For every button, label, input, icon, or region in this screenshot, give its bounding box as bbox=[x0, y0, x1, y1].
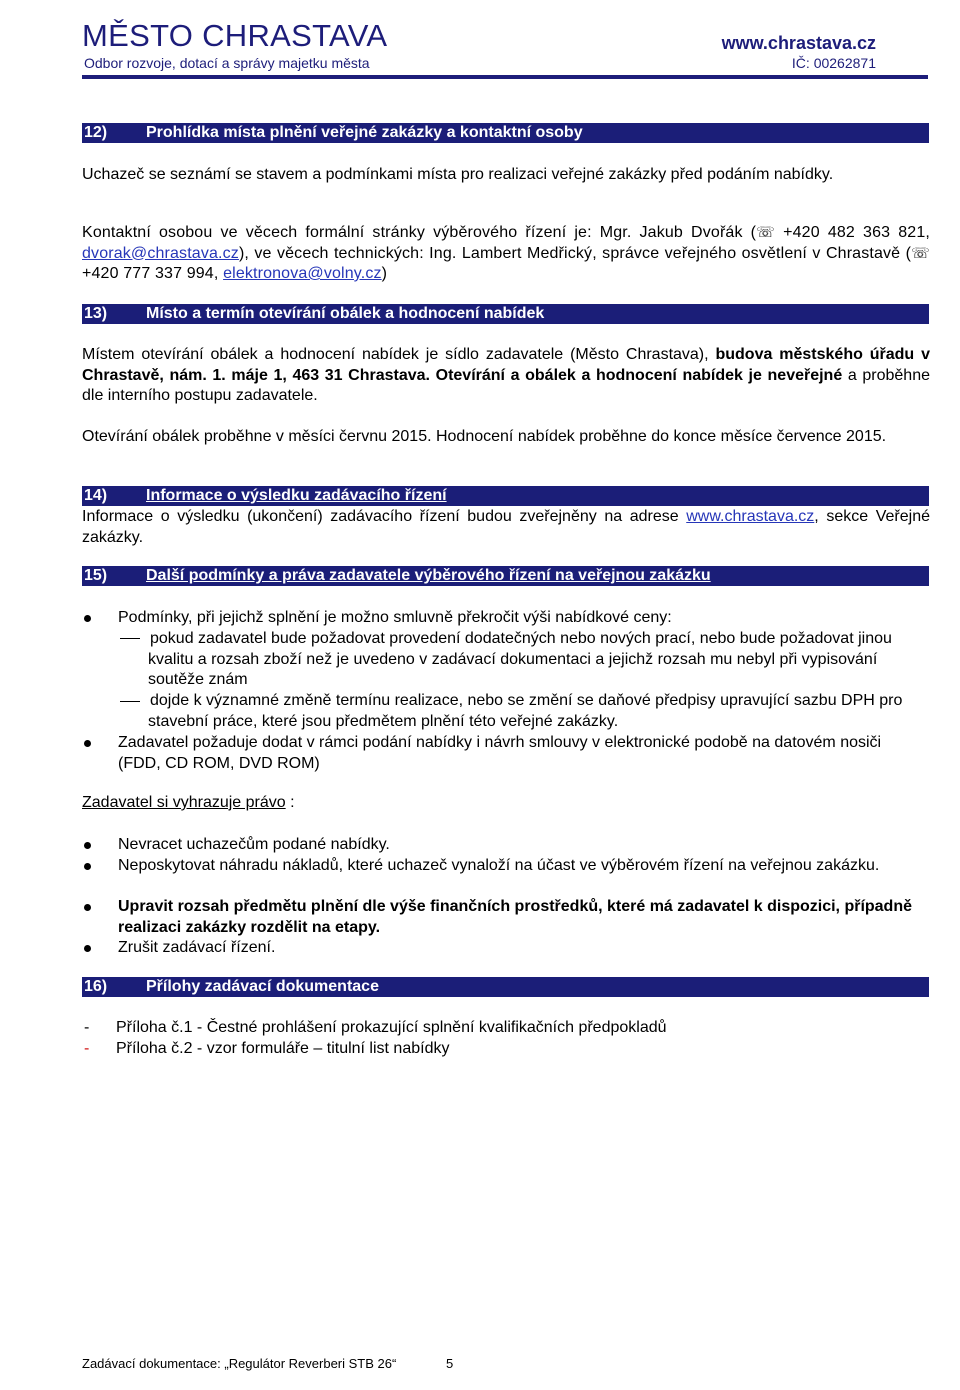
section-13-number: 13) bbox=[84, 305, 108, 322]
conditions-bullet: Podmínky, při jejichž splnění je možno smluvně překročit výši nabídkové ceny: bbox=[118, 609, 672, 626]
section-12-bar bbox=[82, 123, 929, 143]
s13-text-bold: budova městského úřadu v Chrastavě, nám. 1. máje 1, 463 31 Chrastava. Otevírání a obálek a hodnocení nabídek je neveřejné bbox=[82, 346, 930, 384]
bullet-icon bbox=[84, 740, 91, 747]
section-12-title: Prohlídka místa plnění veřejné zakázky a kontaktní osoby bbox=[146, 124, 583, 141]
s13-text-c: a proběhne dle interního postupu zadavatele. bbox=[82, 366, 930, 404]
rights-heading bbox=[82, 793, 295, 814]
s14-text-a: Informace o výsledku (ukončení) zadávacího řízení budou zveřejněny na adrese bbox=[82, 508, 687, 525]
bullet-icon bbox=[84, 945, 91, 952]
bullet-icon bbox=[84, 842, 91, 849]
section-15-bar bbox=[82, 566, 929, 586]
header-ic: IČ: 00262871 bbox=[791, 55, 876, 71]
section-12-paragraph-2 bbox=[82, 223, 930, 285]
bullet-icon bbox=[84, 863, 91, 870]
section-13-paragraph-1 bbox=[82, 345, 930, 407]
bullet-icon bbox=[84, 615, 91, 622]
condition-dash-2 bbox=[148, 691, 930, 732]
bullet-icon bbox=[84, 904, 91, 911]
telephone-icon: ☏ bbox=[756, 224, 776, 241]
website-link[interactable]: www.chrastava.cz bbox=[686, 508, 815, 525]
page-number: 5 bbox=[446, 1356, 454, 1371]
right-item-1: Nevracet uchazečům podané nabídky. bbox=[118, 836, 390, 853]
footer-text: Zadávací dokumentace: „Regulátor Reverberi STB 26“ bbox=[82, 1356, 397, 1371]
s13-text-a: Místem otevírání obálek a hodnocení nabídek je sídlo zadavatele (Město Chrastava), bbox=[82, 346, 716, 363]
condition-dash-1-text: pokud zadavatel bude požadovat provedení dodatečných nebo nových prací, nebo bude požadovat jinou kvalitu a rozsah zboží než je uvedeno v zadávací dokumentaci a jejichž rozsah mu nebyl při vypisování soutěže znám bbox=[148, 630, 892, 688]
attachment-2: Příloha č.2 - vzor formuláře – titulní list nabídky bbox=[116, 1040, 450, 1057]
section-14-bar bbox=[82, 486, 929, 506]
dash-icon bbox=[120, 638, 140, 639]
email-link-elektronova[interactable]: elektronova@volny.cz bbox=[223, 265, 382, 282]
right-item-3: Upravit rozsah předmětu plnění dle výše finančních prostředků, které má zadavatel k dispozici, případně realizaci zakázky rozdělit na etapy. bbox=[118, 898, 912, 936]
section-12-number: 12) bbox=[84, 124, 108, 141]
right-item-2: Neposkytovat náhradu nákladů, které uchazeč vynaloží na účast ve výběrovém řízení na veřejnou zakázku. bbox=[118, 857, 880, 874]
section-14-title: Informace o výsledku zadávacího řízení bbox=[146, 487, 447, 504]
rights-heading-colon: : bbox=[285, 794, 295, 811]
contact-phone-2: +420 777 337 994, bbox=[82, 265, 224, 282]
contact-text-c: ), ve věcech technických: Ing. Lambert Medřický, správce veřejného osvětlení v Chrastavě ( bbox=[238, 244, 912, 262]
contact-text-a: Kontaktní osobou ve věcech formální stránky výběrového řízení je: Mgr. Jakub Dvořák ( bbox=[82, 224, 757, 241]
condition-dash-1 bbox=[148, 629, 930, 691]
section-16-number: 16) bbox=[84, 978, 108, 995]
section-14-paragraph bbox=[82, 507, 930, 548]
header-rule bbox=[82, 75, 928, 79]
rights-heading-text: Zadavatel si vyhrazuje právo bbox=[82, 794, 286, 811]
header-city-name: MĚSTO CHRASTAVA bbox=[82, 18, 388, 53]
email-link-dvorak[interactable]: dvorak@chrastava.cz bbox=[82, 244, 239, 262]
attachment-1: Příloha č.1 - Čestné prohlášení prokazující splnění kvalifikačních předpokladů bbox=[116, 1019, 667, 1036]
section-13-title: Místo a termín otevírání obálek a hodnocení nabídek bbox=[146, 305, 545, 322]
section-13-bar bbox=[82, 304, 929, 324]
section-14-number: 14) bbox=[84, 487, 108, 504]
right-item-4: Zrušit zadávací řízení. bbox=[118, 939, 276, 956]
telephone-icon: ☏ bbox=[911, 244, 930, 262]
footer bbox=[82, 1356, 454, 1371]
dash-icon bbox=[120, 701, 140, 702]
condition-dash-2-text: dojde k významné změně termínu realizace, nebo se změní se daňové předpisy upravující sazbu DPH pro stavební práce, které jsou předmětem plnění této veřejné zakázky. bbox=[148, 692, 903, 730]
s14-text-b: , sekce Veřejné zakázky. bbox=[82, 508, 930, 546]
contact-phone-1: +420 482 363 821, bbox=[775, 224, 930, 241]
section-16-title: Přílohy zadávací dokumentace bbox=[146, 978, 379, 995]
section-15-title: Další podmínky a práva zadavatele výběrového řízení na veřejnou zakázku bbox=[146, 567, 711, 584]
attachment-2-dash: - bbox=[84, 1040, 90, 1057]
header-website[interactable]: www.chrastava.cz bbox=[721, 33, 876, 53]
contract-bullet: Zadavatel požaduje dodat v rámci podání nabídky i návrh smlouvy v elektronické podobě na datovém nosiči (FDD, CD ROM, DVD ROM) bbox=[118, 734, 882, 772]
attachment-1-dash: - bbox=[84, 1019, 90, 1036]
section-12-paragraph-1: Uchazeč se seznámí se stavem a podmínkami místa pro realizaci veřejné zakázky před podáním nabídky. bbox=[82, 166, 834, 183]
section-15-number: 15) bbox=[84, 567, 108, 584]
contact-text-e: ) bbox=[381, 265, 388, 282]
section-16-bar bbox=[82, 977, 929, 997]
section-13-paragraph-2: Otevírání obálek proběhne v měsíci červnu 2015. Hodnocení nabídek proběhne do konce měsíce července 2015. bbox=[82, 428, 887, 445]
header-department: Odbor rozvoje, dotací a správy majetku města bbox=[84, 55, 370, 71]
